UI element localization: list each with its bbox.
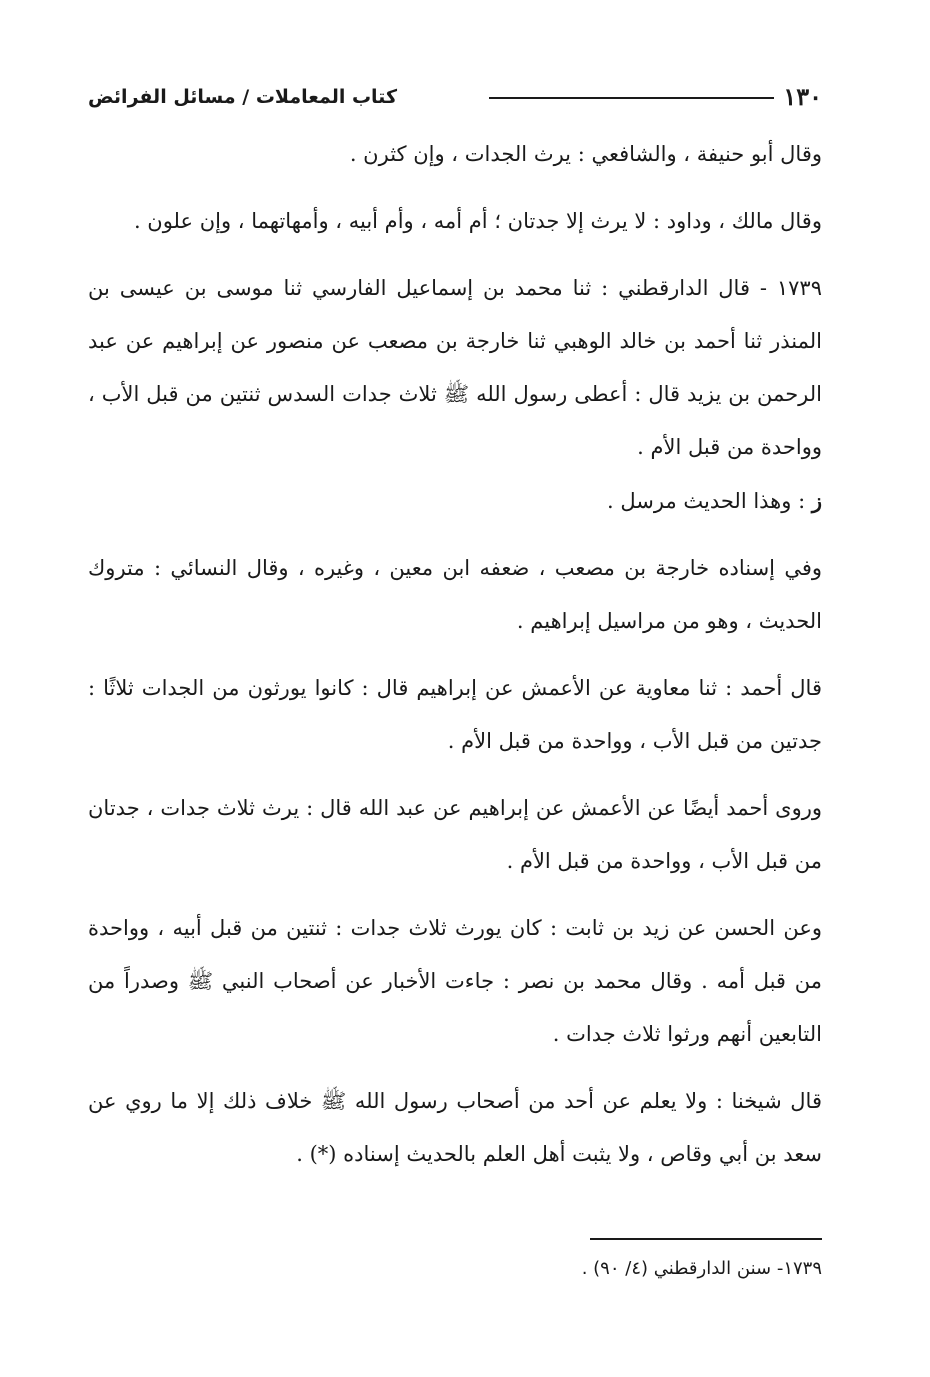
paragraph-malik: وقال مالك ، وداود : لا يرث إلا جدتان ؛ أم أمه ، وأم أبيه ، وأمهاتهما ، وإن علون .	[133, 209, 822, 233]
paragraph-shaykh: قال شيخنا : ولا يعلم عن أحد من أصحاب رسول الله ﷺ خلاف ذلك إلا ما روي عن سعد بن أبي وقاص ، ولا يثبت أهل العلم بالحديث إسناده (*) .	[88, 1089, 822, 1166]
paragraph-abu-hanifa: وقال أبو حنيفة ، والشافعي : يرث الجدات ، وإن كثرن .	[349, 142, 822, 166]
paragraph-ahmad-2: وروى أحمد أيضًا عن الأعمش عن إبراهيم عن عبد الله قال : يرث ثلاث جدات ، جدتان من قبل الأب ، وواحدة من قبل الأم .	[88, 796, 822, 873]
mursal-note-text: : وهذا الحديث مرسل .	[607, 489, 806, 513]
commentary-marker: ز	[811, 488, 822, 513]
header-rule	[489, 97, 774, 99]
paragraph-hadith-1739: ١٧٣٩ - قال الدارقطني : ثنا محمد بن إسماعيل الفارسي ثنا موسى بن عيسى بن المنذر ثنا أحمد بن خالد الوهبي ثنا خارجة بن مصعب عن منصور عن إبراهيم عن عبد الرحمن بن يزيد قال : أعطى رسول الله ﷺ ثلاث جدات السدس ثنتين من قبل الأب ، وواحدة من قبل الأم .	[88, 276, 822, 459]
paragraph-isnad: وفي إسناده خارجة بن مصعب ، ضعفه ابن معين ، وغيره ، وقال النسائي : متروك الحديث ، وهو من مراسيل إبراهيم .	[88, 556, 822, 633]
paragraph-ahmad-1: قال أحمد : ثنا معاوية عن الأعمش عن إبراهيم قال : كانوا يورثون من الجدات ثلاثًا : جدتين من قبل الأب ، وواحدة من قبل الأم .	[88, 676, 822, 753]
main-text	[88, 128, 822, 1181]
book-title: كتاب المعاملات / مسائل الفرائض	[88, 86, 397, 108]
page-number: ١٣٠	[783, 82, 822, 111]
paragraph-hasan: وعن الحسن عن زيد بن ثابت : كان يورث ثلاث جدات : ثنتين من قبل أبيه ، وواحدة من قبل أمه . وقال محمد بن نصر : جاءت الأخبار عن أصحاب النبي ﷺ وصدراً من التابعين أنهم ورثوا ثلاث جدات .	[88, 916, 822, 1046]
paragraph-mursal-note	[88, 474, 822, 528]
running-header	[88, 82, 822, 116]
footnote-rule	[590, 1238, 822, 1240]
footnote: ١٧٣٩- سنن الدارقطني (٤/ ٩٠) .	[581, 1258, 822, 1279]
